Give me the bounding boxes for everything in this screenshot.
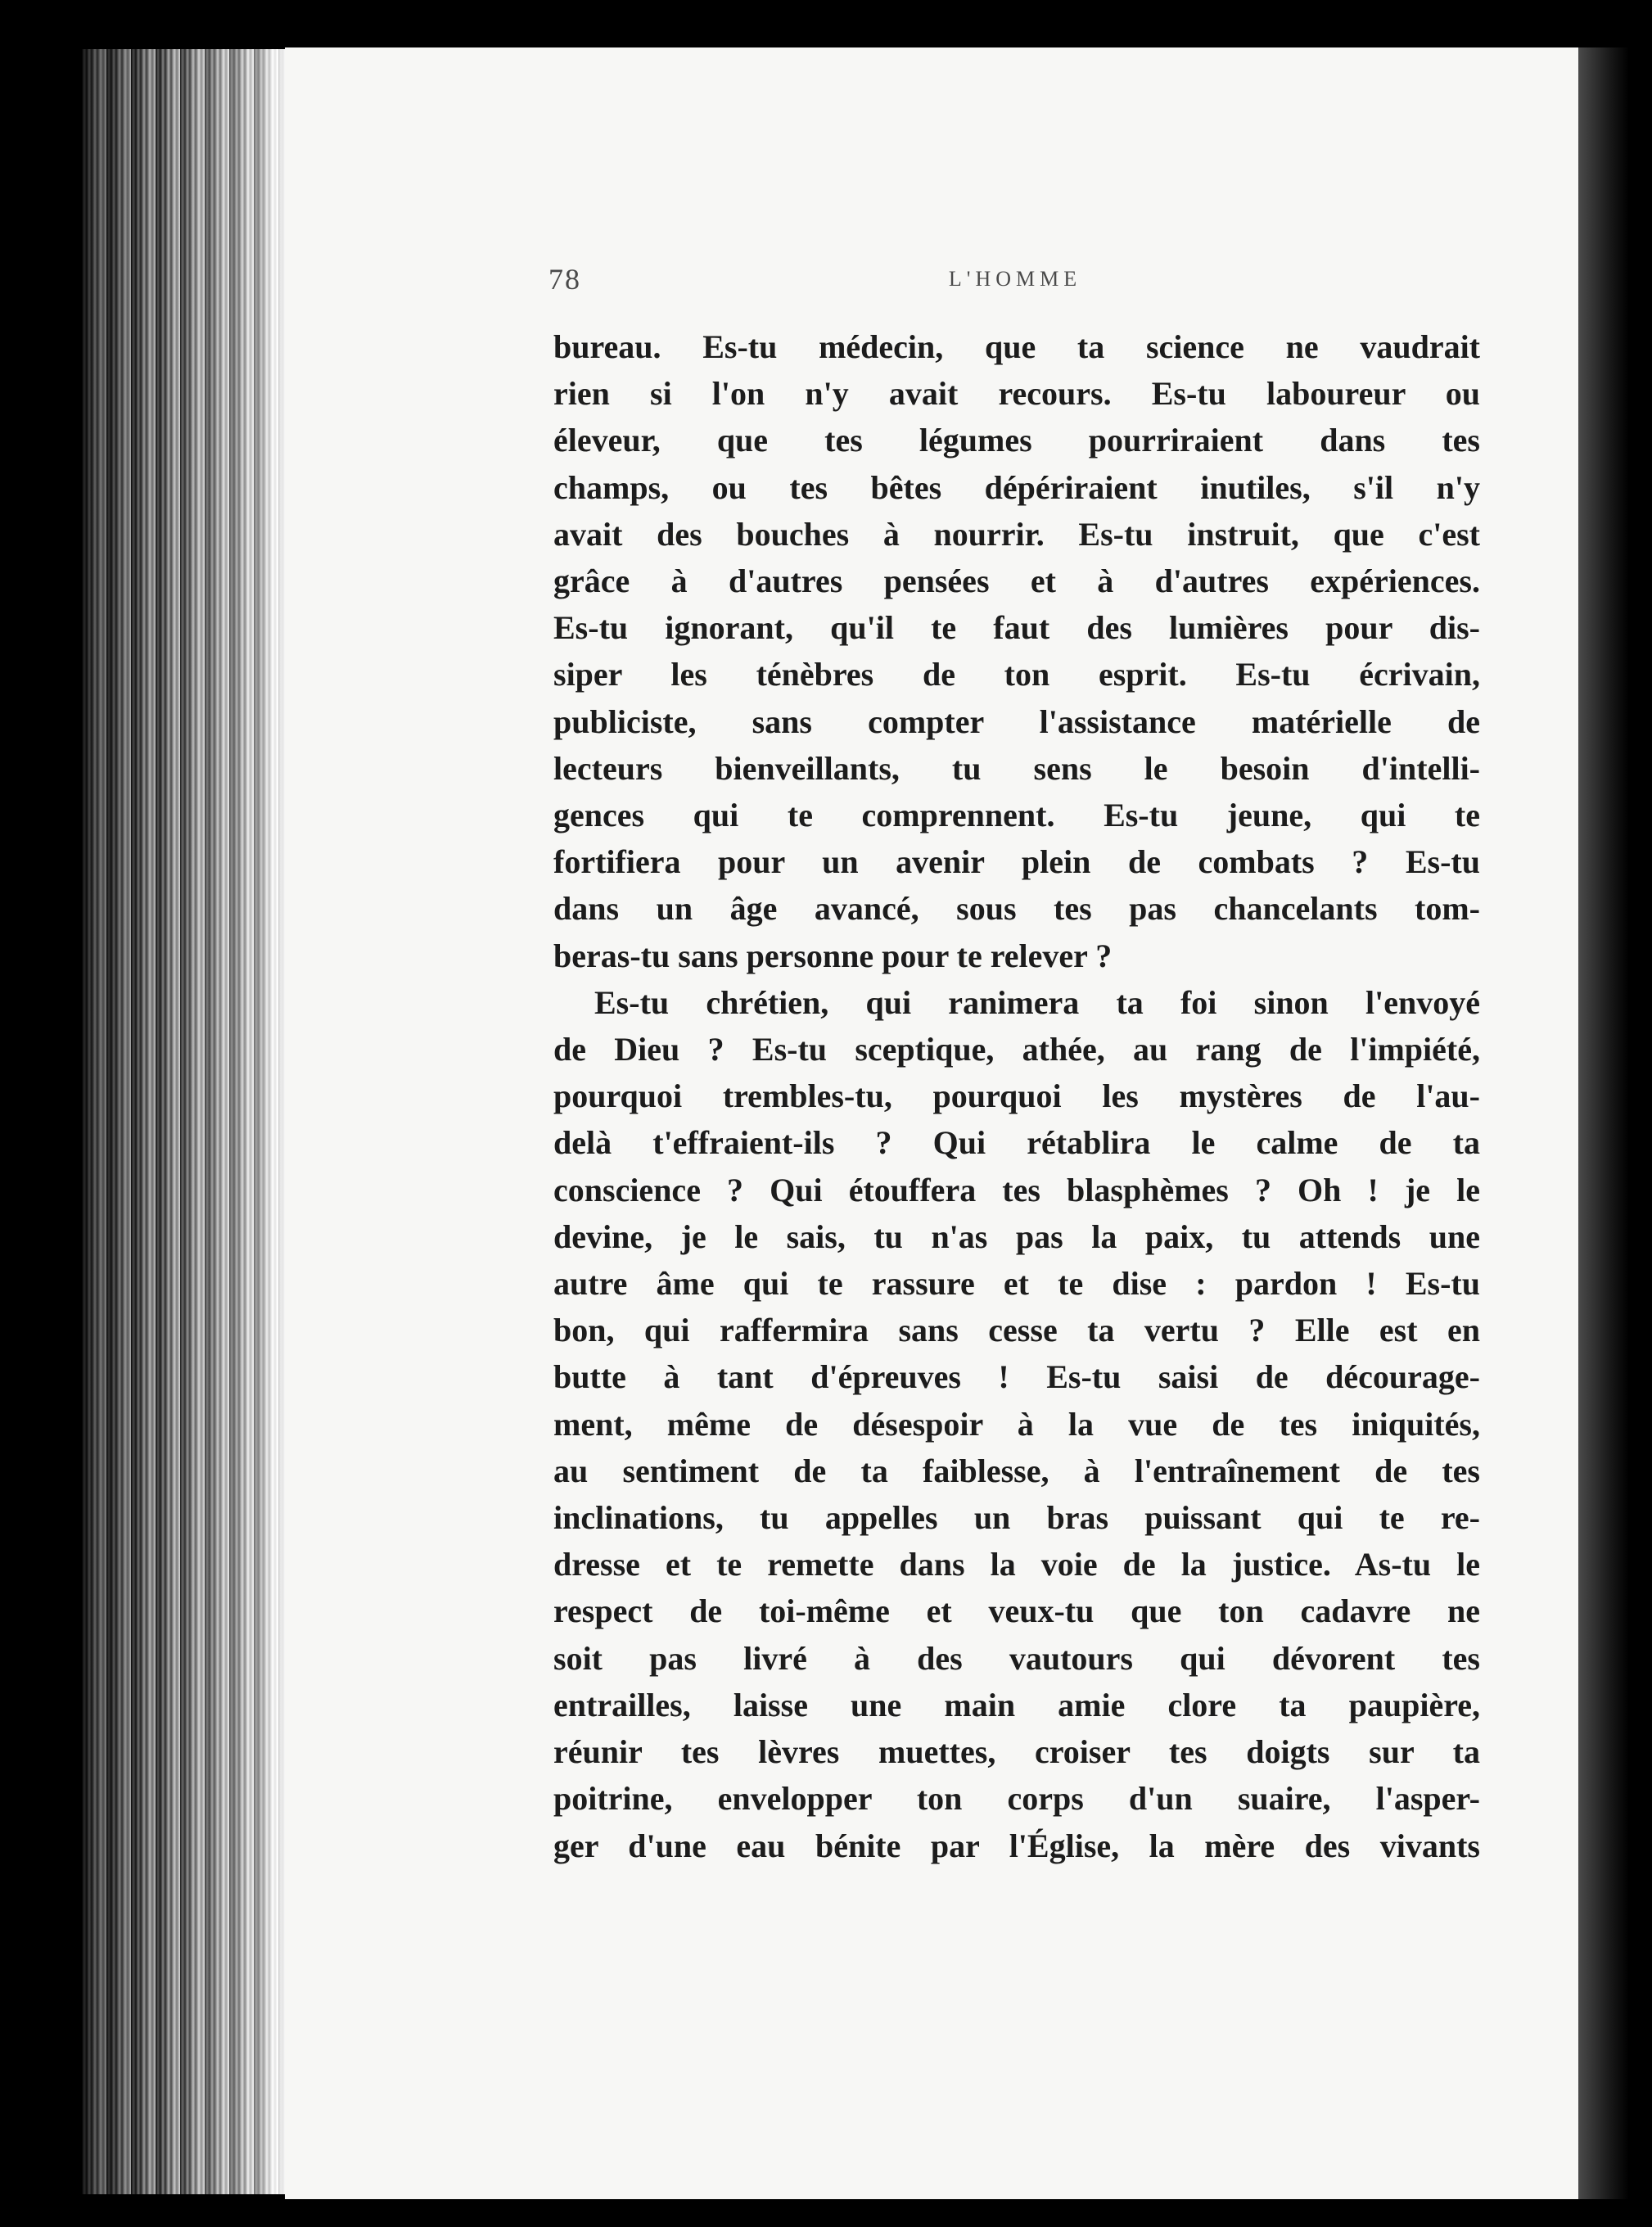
text-line: réunir tes lèvres muettes, croiser tes doigts sur ta (553, 1733, 1480, 1771)
text-line: champs, ou tes bêtes dépériraient inutiles, s'il n'y (553, 468, 1480, 506)
text-line: dans un âge avancé, sous tes pas chancelants tom- (553, 890, 1480, 928)
book-page-edges (82, 49, 287, 2194)
text-line: butte à tant d'épreuves ! Es-tu saisi de décourage- (553, 1358, 1480, 1396)
paragraph (553, 979, 1480, 1869)
text-line: entrailles, laisse une main amie clore ta paupière, (553, 1686, 1480, 1723)
text-line: gences qui te comprennent. Es-tu jeune, qui te (553, 797, 1480, 834)
text-line: fortifiera pour un avenir plein de combats ? Es-tu (553, 843, 1480, 881)
paragraph (553, 323, 1480, 979)
page-number: 78 (548, 263, 581, 296)
text-line: au sentiment de ta faiblesse, à l'entraînement de tes (553, 1452, 1480, 1489)
running-title: L'HOMME (948, 267, 1082, 291)
binding-shadow (1578, 47, 1629, 2199)
text-line: conscience ? Qui étouffera tes blasphèmes ? Oh ! je le (553, 1171, 1480, 1208)
text-line: rien si l'on n'y avait recours. Es-tu laboureur ou (553, 375, 1480, 413)
text-line: Es-tu chrétien, qui ranimera ta foi sinon l'envoyé (594, 983, 1480, 1021)
text-line: ger d'une eau bénite par l'Église, la mère des vivants (553, 1827, 1480, 1864)
text-line: pourquoi trembles-tu, pourquoi les mystères de l'au- (553, 1077, 1480, 1115)
text-line: grâce à d'autres pensées et à d'autres expériences. (553, 562, 1480, 600)
text-line: autre âme qui te rassure et te dise : pardon ! Es-tu (553, 1265, 1480, 1303)
text-line: avait des bouches à nourrir. Es-tu instruit, que c'est (553, 515, 1480, 553)
text-line: delà t'effraient-ils ? Qui rétablira le calme de ta (553, 1124, 1480, 1162)
text-line: dresse et te remette dans la voie de la justice. As-tu le (553, 1546, 1480, 1583)
text-line: inclinations, tu appelles un bras puissant qui te re- (553, 1499, 1480, 1537)
text-line: devine, je le sais, tu n'as pas la paix, tu attends une (553, 1217, 1480, 1255)
text-line: Es-tu ignorant, qu'il te faut des lumières pour dis- (553, 609, 1480, 647)
text-line: soit pas livré à des vautours qui dévorent tes (553, 1639, 1480, 1677)
text-line: publiciste, sans compter l'assistance matérielle de (553, 702, 1480, 740)
running-head (548, 262, 1482, 311)
text-line: éleveur, que tes légumes pourriraient dans tes (553, 422, 1480, 459)
text-line: siper les ténèbres de ton esprit. Es-tu écrivain, (553, 656, 1480, 693)
text-line: ment, même de désespoir à la vue de tes iniquités, (553, 1405, 1480, 1443)
text-line: lecteurs bienveillants, tu sens le besoin d'intelli- (553, 749, 1480, 787)
text-line: de Dieu ? Es-tu sceptique, athée, au rang de l'impiété, (553, 1031, 1480, 1068)
text-line: beras-tu sans personne pour te relever ? (553, 937, 1113, 974)
body-text (553, 323, 1480, 1869)
text-line: bureau. Es-tu médecin, que ta science ne vaudrait (553, 328, 1480, 365)
text-line: bon, qui raffermira sans cesse ta vertu ? Elle est en (553, 1312, 1480, 1349)
text-line: respect de toi-même et veux-tu que ton cadavre ne (553, 1592, 1480, 1630)
text-line: poitrine, envelopper ton corps d'un suaire, l'asper- (553, 1780, 1480, 1818)
